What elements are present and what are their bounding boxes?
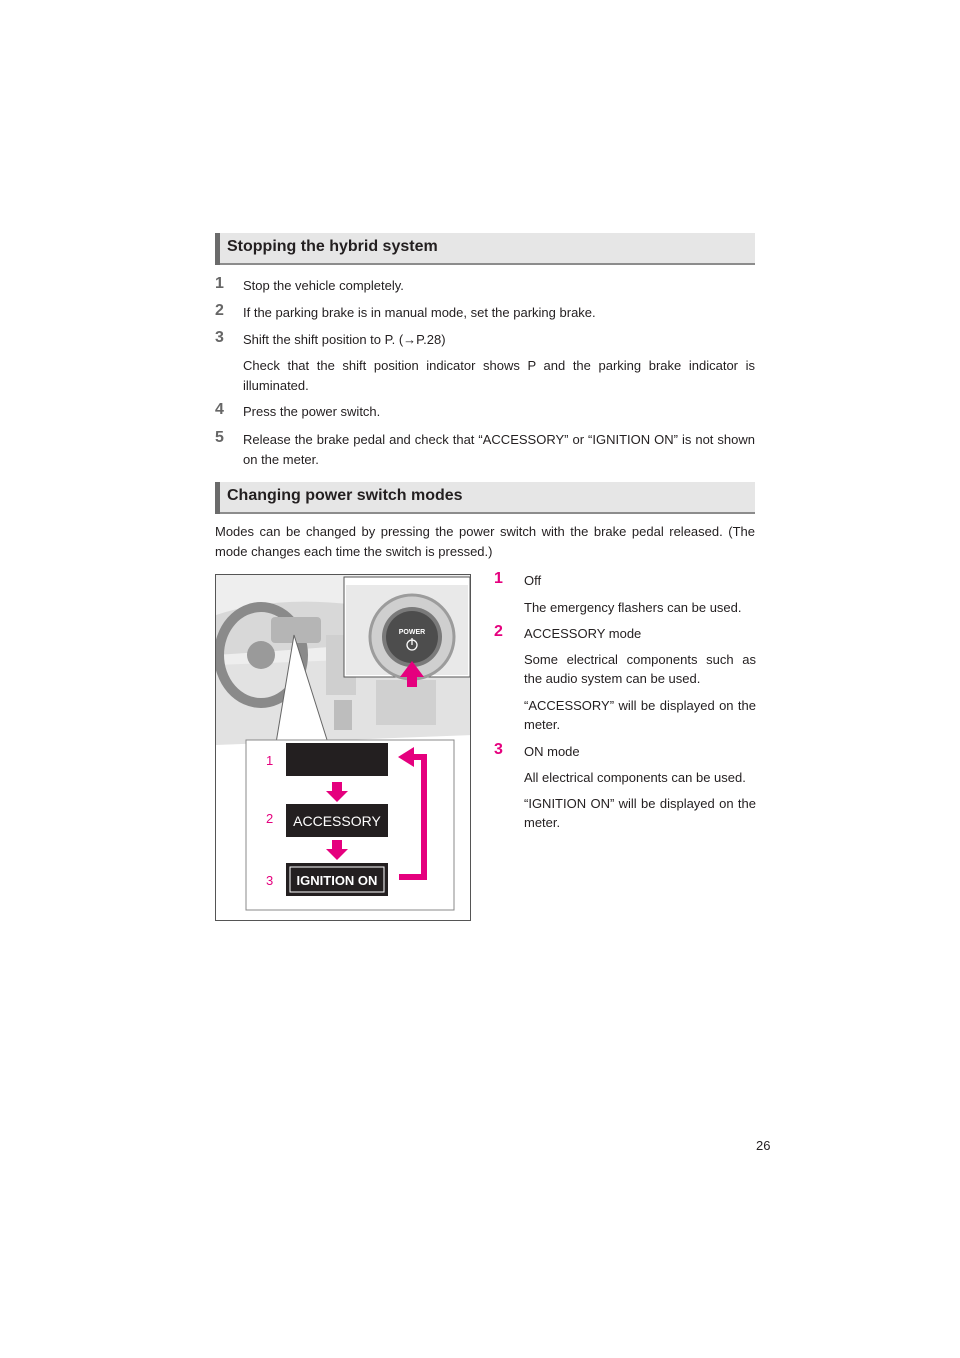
mode-note: The emergency flashers can be used. [524, 600, 742, 615]
mode-number-2: 2 [266, 811, 274, 826]
section-title: Stopping the hybrid system [227, 238, 438, 255]
step-item [215, 276, 755, 296]
mode-item-off [494, 571, 756, 591]
step-number: 5 [215, 429, 224, 446]
mode-number-1: 1 [266, 753, 274, 768]
step-item [215, 330, 755, 350]
mode-number: 2 [494, 623, 503, 640]
page-number: 26 [756, 1138, 771, 1153]
step-item [215, 402, 755, 422]
mode-item-accessory [494, 624, 756, 644]
step-text: Stop the vehicle completely. [243, 278, 404, 293]
section-header-stopping [215, 233, 755, 265]
step-number: 1 [215, 275, 224, 292]
meter-display-off [286, 743, 388, 776]
mode-number: 1 [494, 570, 503, 587]
mode-note: “IGNITION ON” will be displayed on the meter. [524, 796, 756, 830]
mode-note: “ACCESSORY” will be displayed on the meter. [524, 698, 756, 732]
mode-note: All electrical components can be used. [524, 770, 746, 785]
mode-note: Some electrical components such as the audio system can be used. [524, 652, 756, 686]
section-header-bar [215, 482, 220, 514]
section-header-modes [215, 482, 755, 514]
step-item [215, 303, 755, 323]
display-text-ignition-on: IGNITION ON [296, 873, 378, 888]
step-text: Release the brake pedal and check that “ACCESSORY” or “IGNITION ON” is not shown on the meter. [243, 432, 755, 467]
step-text: If the parking brake is in manual mode, set the parking brake. [243, 305, 596, 320]
display-text-accessory: ACCESSORY [293, 813, 381, 829]
step-note: Check that the shift position indicator shows P and the parking brake indicator is illuminated. [243, 358, 755, 393]
section-title: Changing power switch modes [227, 487, 463, 504]
power-switch-illustration [215, 574, 471, 921]
step-text: Press the power switch. [243, 404, 381, 419]
mode-number: 3 [494, 741, 503, 758]
step-item [215, 430, 755, 470]
mode-label: ACCESSORY mode [524, 626, 642, 641]
mode-label: Off [524, 573, 542, 588]
power-label: POWER [398, 629, 426, 636]
mode-item-on [494, 742, 756, 762]
step-number: 4 [215, 401, 224, 418]
mode-number-3: 3 [266, 873, 274, 888]
mode-label: ON mode [524, 744, 580, 759]
intro-paragraph: Modes can be changed by pressing the power switch with the brake pedal released. (The mode changes each time the switch is pressed.) [215, 524, 755, 559]
step-number: 2 [215, 302, 224, 319]
section-header-bar [215, 233, 220, 265]
step-text: Shift the shift position to P. (→P.28) [243, 332, 446, 347]
dashboard-drawing [216, 575, 471, 921]
step-number: 3 [215, 329, 224, 346]
